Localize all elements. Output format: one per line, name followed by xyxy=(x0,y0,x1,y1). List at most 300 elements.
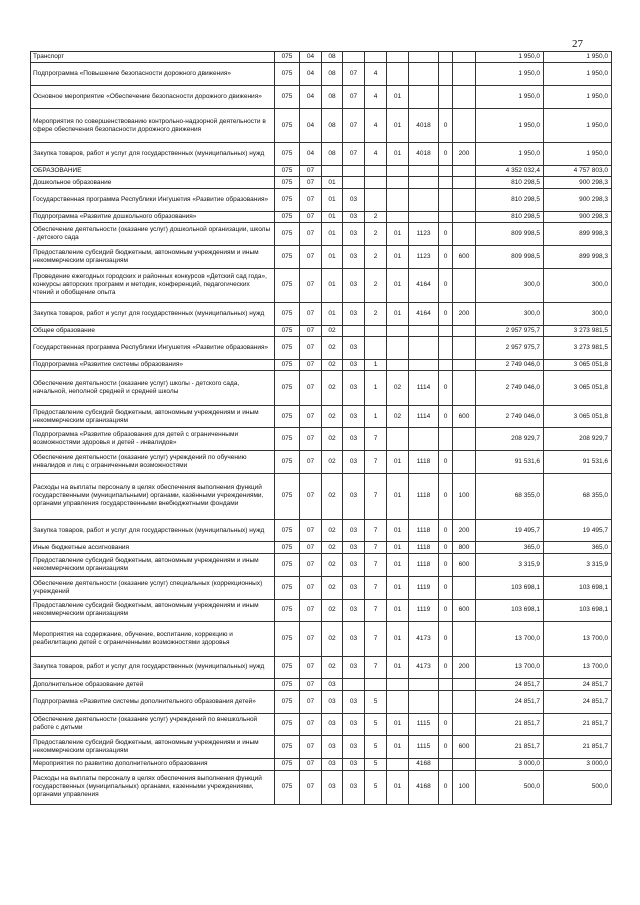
code-cell: 02 xyxy=(322,576,343,599)
code-cell xyxy=(453,690,476,713)
code-cell xyxy=(343,679,365,690)
code-cell: 02 xyxy=(322,542,343,553)
code-cell: 04 xyxy=(300,63,322,86)
code-cell: 075 xyxy=(275,690,300,713)
code-cell xyxy=(387,177,409,188)
code-cell: 4018 xyxy=(409,109,439,143)
code-cell: 075 xyxy=(275,770,300,804)
row-name-cell: Транспорт xyxy=(31,52,275,63)
amount-cell: 3 315,9 xyxy=(476,553,544,576)
code-cell: 07 xyxy=(300,690,322,713)
code-cell: 03 xyxy=(343,599,365,622)
row-name-cell: Предоставление субсидий бюджетным, автономным учреждениям и иным некоммерческим организациям xyxy=(31,736,275,759)
code-cell: 600 xyxy=(453,553,476,576)
code-cell: 0 xyxy=(439,245,453,268)
code-cell: 1118 xyxy=(409,553,439,576)
table-row xyxy=(31,337,612,360)
code-cell xyxy=(387,325,409,336)
code-cell: 01 xyxy=(387,622,409,656)
code-cell xyxy=(453,52,476,63)
code-cell xyxy=(365,177,387,188)
code-cell: 0 xyxy=(439,553,453,576)
code-cell xyxy=(453,371,476,405)
amount-cell: 300,0 xyxy=(476,268,544,302)
code-cell xyxy=(439,86,453,109)
code-cell: 7 xyxy=(365,576,387,599)
amount-cell: 3 065 051,8 xyxy=(544,405,612,428)
code-cell: 07 xyxy=(300,736,322,759)
code-cell: 03 xyxy=(343,576,365,599)
code-cell: 07 xyxy=(343,143,365,166)
code-cell: 0 xyxy=(439,109,453,143)
table-row xyxy=(31,359,612,370)
code-cell: 4 xyxy=(365,109,387,143)
code-cell: 07 xyxy=(300,770,322,804)
code-cell: 01 xyxy=(322,245,343,268)
table-row xyxy=(31,451,612,474)
code-cell xyxy=(409,188,439,211)
code-cell xyxy=(365,52,387,63)
code-cell: 02 xyxy=(322,474,343,520)
code-cell xyxy=(409,63,439,86)
code-cell: 600 xyxy=(453,736,476,759)
code-cell xyxy=(453,223,476,246)
code-cell: 075 xyxy=(275,223,300,246)
code-cell: 03 xyxy=(343,713,365,736)
code-cell xyxy=(409,52,439,63)
table-row xyxy=(31,713,612,736)
amount-cell: 21 851,7 xyxy=(544,713,612,736)
code-cell: 100 xyxy=(453,474,476,520)
code-cell: 075 xyxy=(275,679,300,690)
amount-cell: 2 749 046,0 xyxy=(476,371,544,405)
row-name-cell: Закупка товаров, работ и услуг для государственных (муниципальных) нужд xyxy=(31,656,275,679)
code-cell: 07 xyxy=(343,63,365,86)
code-cell: 07 xyxy=(300,542,322,553)
code-cell: 7 xyxy=(365,519,387,542)
code-cell: 100 xyxy=(453,770,476,804)
amount-cell: 2 957 975,7 xyxy=(476,325,544,336)
code-cell xyxy=(453,576,476,599)
code-cell: 03 xyxy=(343,302,365,325)
code-cell: 1114 xyxy=(409,371,439,405)
code-cell xyxy=(387,188,409,211)
code-cell: 075 xyxy=(275,52,300,63)
code-cell: 03 xyxy=(322,679,343,690)
code-cell xyxy=(453,428,476,451)
code-cell xyxy=(453,325,476,336)
code-cell: 01 xyxy=(387,451,409,474)
table-row xyxy=(31,736,612,759)
amount-cell: 1 950,0 xyxy=(476,109,544,143)
code-cell: 5 xyxy=(365,690,387,713)
code-cell: 075 xyxy=(275,519,300,542)
code-cell: 04 xyxy=(300,109,322,143)
code-cell: 02 xyxy=(387,371,409,405)
row-name-cell: Иные бюджетные ассигнования xyxy=(31,542,275,553)
code-cell: 200 xyxy=(453,519,476,542)
amount-cell: 1 950,0 xyxy=(544,63,612,86)
code-cell: 02 xyxy=(322,599,343,622)
code-cell: 075 xyxy=(275,553,300,576)
row-name-cell: Обеспечение деятельности (оказание услуг) дошкольной организации, школы - детского сада xyxy=(31,223,275,246)
code-cell: 07 xyxy=(300,177,322,188)
table-row xyxy=(31,268,612,302)
code-cell xyxy=(439,63,453,86)
code-cell: 03 xyxy=(343,474,365,520)
code-cell: 07 xyxy=(300,576,322,599)
code-cell: 01 xyxy=(387,245,409,268)
code-cell: 1115 xyxy=(409,736,439,759)
code-cell: 0 xyxy=(439,656,453,679)
code-cell: 07 xyxy=(300,759,322,770)
code-cell: 02 xyxy=(387,405,409,428)
code-cell xyxy=(365,679,387,690)
code-cell: 07 xyxy=(300,599,322,622)
code-cell: 01 xyxy=(387,736,409,759)
amount-cell: 1 950,0 xyxy=(544,143,612,166)
code-cell: 08 xyxy=(322,52,343,63)
amount-cell: 899 998,3 xyxy=(544,223,612,246)
code-cell: 07 xyxy=(300,337,322,360)
row-name-cell: Закупка товаров, работ и услуг для государственных (муниципальных) нужд xyxy=(31,519,275,542)
code-cell: 03 xyxy=(343,405,365,428)
table-row xyxy=(31,656,612,679)
code-cell: 0 xyxy=(439,451,453,474)
row-name-cell: Подпрограмма «Развитие образования для детей с ограниченными возможностями здоровья и детей - инвалидов» xyxy=(31,428,275,451)
code-cell: 08 xyxy=(322,63,343,86)
code-cell: 07 xyxy=(300,405,322,428)
code-cell: 075 xyxy=(275,86,300,109)
code-cell: 03 xyxy=(343,736,365,759)
code-cell: 02 xyxy=(322,337,343,360)
row-name-cell: Предоставление субсидий бюджетным, автономным учреждениям и иным некоммерческим организациям xyxy=(31,599,275,622)
code-cell xyxy=(453,622,476,656)
code-cell: 1118 xyxy=(409,474,439,520)
table-row xyxy=(31,428,612,451)
table-row xyxy=(31,622,612,656)
code-cell: 03 xyxy=(343,622,365,656)
code-cell: 02 xyxy=(322,451,343,474)
code-cell: 075 xyxy=(275,166,300,177)
table-row xyxy=(31,143,612,166)
code-cell: 07 xyxy=(300,245,322,268)
code-cell: 03 xyxy=(343,519,365,542)
code-cell xyxy=(343,325,365,336)
code-cell xyxy=(453,359,476,370)
code-cell: 0 xyxy=(439,736,453,759)
code-cell: 07 xyxy=(343,109,365,143)
code-cell: 01 xyxy=(387,268,409,302)
amount-cell: 809 998,5 xyxy=(476,245,544,268)
code-cell: 01 xyxy=(387,599,409,622)
amount-cell: 13 700,0 xyxy=(476,622,544,656)
code-cell: 075 xyxy=(275,302,300,325)
table-row xyxy=(31,371,612,405)
amount-cell: 810 298,5 xyxy=(476,211,544,222)
amount-cell: 900 298,3 xyxy=(544,211,612,222)
amount-cell: 103 698,1 xyxy=(544,599,612,622)
row-name-cell: Закупка товаров, работ и услуг для государственных (муниципальных) нужд xyxy=(31,302,275,325)
row-name-cell: Обеспечение деятельности (оказание услуг) учреждений по обучению инвалидов и лиц с ограниченными возможностями xyxy=(31,451,275,474)
code-cell: 7 xyxy=(365,599,387,622)
code-cell: 01 xyxy=(387,109,409,143)
code-cell: 0 xyxy=(439,713,453,736)
code-cell xyxy=(409,325,439,336)
table-row xyxy=(31,690,612,713)
code-cell xyxy=(453,679,476,690)
amount-cell: 103 698,1 xyxy=(544,576,612,599)
code-cell xyxy=(439,177,453,188)
amount-cell: 24 851,7 xyxy=(544,690,612,713)
code-cell xyxy=(439,679,453,690)
code-cell: 1123 xyxy=(409,223,439,246)
code-cell: 7 xyxy=(365,474,387,520)
amount-cell: 1 950,0 xyxy=(544,86,612,109)
code-cell: 075 xyxy=(275,542,300,553)
code-cell: 03 xyxy=(343,211,365,222)
code-cell xyxy=(453,177,476,188)
code-cell: 01 xyxy=(322,223,343,246)
code-cell: 0 xyxy=(439,599,453,622)
code-cell: 075 xyxy=(275,428,300,451)
code-cell: 02 xyxy=(322,519,343,542)
row-name-cell: Предоставление субсидий бюджетным, автономным учреждениям и иным некоммерческим организациям xyxy=(31,245,275,268)
table-row xyxy=(31,325,612,336)
code-cell: 03 xyxy=(343,245,365,268)
code-cell: 1 xyxy=(365,371,387,405)
budget-table xyxy=(30,51,612,805)
amount-cell: 3 315,9 xyxy=(544,553,612,576)
code-cell xyxy=(343,177,365,188)
code-cell: 01 xyxy=(322,211,343,222)
code-cell: 2 xyxy=(365,302,387,325)
amount-cell: 21 851,7 xyxy=(544,736,612,759)
amount-cell: 900 298,3 xyxy=(544,177,612,188)
code-cell: 0 xyxy=(439,542,453,553)
code-cell: 7 xyxy=(365,553,387,576)
table-row xyxy=(31,759,612,770)
code-cell: 075 xyxy=(275,337,300,360)
amount-cell: 1 950,0 xyxy=(476,143,544,166)
code-cell: 7 xyxy=(365,656,387,679)
code-cell: 075 xyxy=(275,736,300,759)
code-cell: 7 xyxy=(365,622,387,656)
code-cell: 075 xyxy=(275,143,300,166)
table-row xyxy=(31,245,612,268)
row-name-cell: Подпрограмма «Развитие системы дополнительного образования детей» xyxy=(31,690,275,713)
amount-cell: 1 950,0 xyxy=(544,109,612,143)
code-cell: 07 xyxy=(300,679,322,690)
code-cell: 03 xyxy=(343,359,365,370)
amount-cell: 3 065 051,8 xyxy=(544,359,612,370)
code-cell xyxy=(365,188,387,211)
code-cell: 03 xyxy=(322,736,343,759)
code-cell xyxy=(453,86,476,109)
code-cell: 01 xyxy=(322,302,343,325)
code-cell: 800 xyxy=(453,542,476,553)
code-cell: 600 xyxy=(453,245,476,268)
row-name-cell: Подпрограмма «Развитие дошкольного образования» xyxy=(31,211,275,222)
code-cell: 07 xyxy=(300,451,322,474)
code-cell xyxy=(387,690,409,713)
table-row xyxy=(31,405,612,428)
amount-cell: 208 929,7 xyxy=(544,428,612,451)
code-cell xyxy=(439,359,453,370)
code-cell: 07 xyxy=(300,622,322,656)
code-cell: 1114 xyxy=(409,405,439,428)
code-cell xyxy=(387,63,409,86)
amount-cell: 300,0 xyxy=(544,268,612,302)
code-cell xyxy=(453,268,476,302)
code-cell: 03 xyxy=(343,451,365,474)
code-cell: 0 xyxy=(439,576,453,599)
code-cell: 07 xyxy=(300,302,322,325)
code-cell xyxy=(387,679,409,690)
code-cell xyxy=(387,359,409,370)
code-cell: 5 xyxy=(365,770,387,804)
code-cell: 04 xyxy=(300,86,322,109)
amount-cell: 300,0 xyxy=(544,302,612,325)
code-cell xyxy=(439,188,453,211)
code-cell: 1118 xyxy=(409,451,439,474)
code-cell xyxy=(409,86,439,109)
amount-cell: 13 700,0 xyxy=(544,622,612,656)
table-row xyxy=(31,519,612,542)
code-cell: 01 xyxy=(322,268,343,302)
code-cell: 1118 xyxy=(409,542,439,553)
code-cell: 03 xyxy=(322,713,343,736)
code-cell: 4173 xyxy=(409,622,439,656)
code-cell: 07 xyxy=(300,656,322,679)
code-cell: 01 xyxy=(387,474,409,520)
code-cell xyxy=(453,166,476,177)
code-cell: 075 xyxy=(275,325,300,336)
amount-cell: 365,0 xyxy=(476,542,544,553)
code-cell: 075 xyxy=(275,268,300,302)
amount-cell: 68 355,0 xyxy=(544,474,612,520)
code-cell: 02 xyxy=(322,553,343,576)
code-cell: 03 xyxy=(343,770,365,804)
code-cell: 0 xyxy=(439,474,453,520)
code-cell: 4168 xyxy=(409,759,439,770)
code-cell: 4018 xyxy=(409,143,439,166)
code-cell: 0 xyxy=(439,371,453,405)
code-cell: 02 xyxy=(322,371,343,405)
amount-cell: 810 298,5 xyxy=(476,177,544,188)
code-cell: 02 xyxy=(322,622,343,656)
code-cell: 075 xyxy=(275,359,300,370)
page-number: 27 xyxy=(572,38,583,50)
amount-cell: 103 698,1 xyxy=(476,599,544,622)
table-row xyxy=(31,474,612,520)
code-cell: 04 xyxy=(300,52,322,63)
row-name-cell: Предоставление субсидий бюджетным, автономным учреждениям и иным некоммерческим организациям xyxy=(31,405,275,428)
code-cell: 4 xyxy=(365,86,387,109)
code-cell: 03 xyxy=(343,542,365,553)
code-cell: 5 xyxy=(365,759,387,770)
row-name-cell: Расходы на выплаты персоналу в целях обеспечения выполнения функций государственных (муниципальных) органами, казенными учреждениями, органами управления xyxy=(31,770,275,804)
code-cell: 03 xyxy=(343,223,365,246)
code-cell: 07 xyxy=(300,359,322,370)
code-cell: 4168 xyxy=(409,770,439,804)
code-cell: 03 xyxy=(343,759,365,770)
amount-cell: 24 851,7 xyxy=(476,679,544,690)
code-cell: 4173 xyxy=(409,656,439,679)
amount-cell: 2 749 046,0 xyxy=(476,359,544,370)
code-cell: 075 xyxy=(275,576,300,599)
code-cell: 0 xyxy=(439,268,453,302)
code-cell xyxy=(387,166,409,177)
code-cell: 1118 xyxy=(409,519,439,542)
table-row xyxy=(31,52,612,63)
code-cell xyxy=(409,679,439,690)
row-name-cell: Обеспечение деятельности (оказание услуг) школы - детского сада, начальной, неполной средней и средней школы xyxy=(31,371,275,405)
code-cell: 075 xyxy=(275,211,300,222)
code-cell xyxy=(453,211,476,222)
code-cell: 02 xyxy=(322,405,343,428)
code-cell: 01 xyxy=(387,143,409,166)
table-row xyxy=(31,109,612,143)
code-cell: 075 xyxy=(275,109,300,143)
amount-cell: 68 355,0 xyxy=(476,474,544,520)
row-name-cell: Закупка товаров, работ и услуг для государственных (муниципальных) нужд xyxy=(31,143,275,166)
code-cell: 075 xyxy=(275,245,300,268)
amount-cell: 2 749 046,0 xyxy=(476,405,544,428)
code-cell xyxy=(439,166,453,177)
code-cell xyxy=(365,325,387,336)
amount-cell: 91 531,6 xyxy=(544,451,612,474)
code-cell xyxy=(439,337,453,360)
row-name-cell: Общее образование xyxy=(31,325,275,336)
row-name-cell: Мероприятия по совершенствованию контрольно-надзорной деятельности в сфере обеспечения безопасности дорожного движения xyxy=(31,109,275,143)
row-name-cell: Обеспечение деятельности (оказание услуг) специальных (коррекционных) учреждений xyxy=(31,576,275,599)
code-cell xyxy=(387,211,409,222)
amount-cell: 208 929,7 xyxy=(476,428,544,451)
table-row xyxy=(31,86,612,109)
code-cell: 4 xyxy=(365,143,387,166)
code-cell: 02 xyxy=(322,359,343,370)
amount-cell: 899 998,3 xyxy=(544,245,612,268)
code-cell: 0 xyxy=(439,143,453,166)
code-cell xyxy=(453,63,476,86)
amount-cell: 300,0 xyxy=(476,302,544,325)
amount-cell: 24 851,7 xyxy=(544,679,612,690)
code-cell xyxy=(409,359,439,370)
code-cell: 07 xyxy=(300,166,322,177)
row-name-cell: Обеспечение деятельности (оказание услуг) учреждений по внешкольной работе с детьми xyxy=(31,713,275,736)
amount-cell: 3 065 051,8 xyxy=(544,371,612,405)
amount-cell: 91 531,6 xyxy=(476,451,544,474)
code-cell xyxy=(439,52,453,63)
row-name-cell: Подпрограмма «Развитие системы образования» xyxy=(31,359,275,370)
code-cell xyxy=(453,713,476,736)
code-cell: 01 xyxy=(387,770,409,804)
code-cell: 075 xyxy=(275,451,300,474)
amount-cell: 4 757 803,0 xyxy=(544,166,612,177)
code-cell: 200 xyxy=(453,302,476,325)
code-cell: 075 xyxy=(275,474,300,520)
code-cell: 200 xyxy=(453,656,476,679)
table-row xyxy=(31,542,612,553)
amount-cell: 2 957 975,7 xyxy=(476,337,544,360)
table-row xyxy=(31,166,612,177)
code-cell: 03 xyxy=(343,188,365,211)
amount-cell: 19 495,7 xyxy=(544,519,612,542)
amount-cell: 24 851,7 xyxy=(476,690,544,713)
code-cell: 5 xyxy=(365,736,387,759)
amount-cell: 3 000,0 xyxy=(476,759,544,770)
